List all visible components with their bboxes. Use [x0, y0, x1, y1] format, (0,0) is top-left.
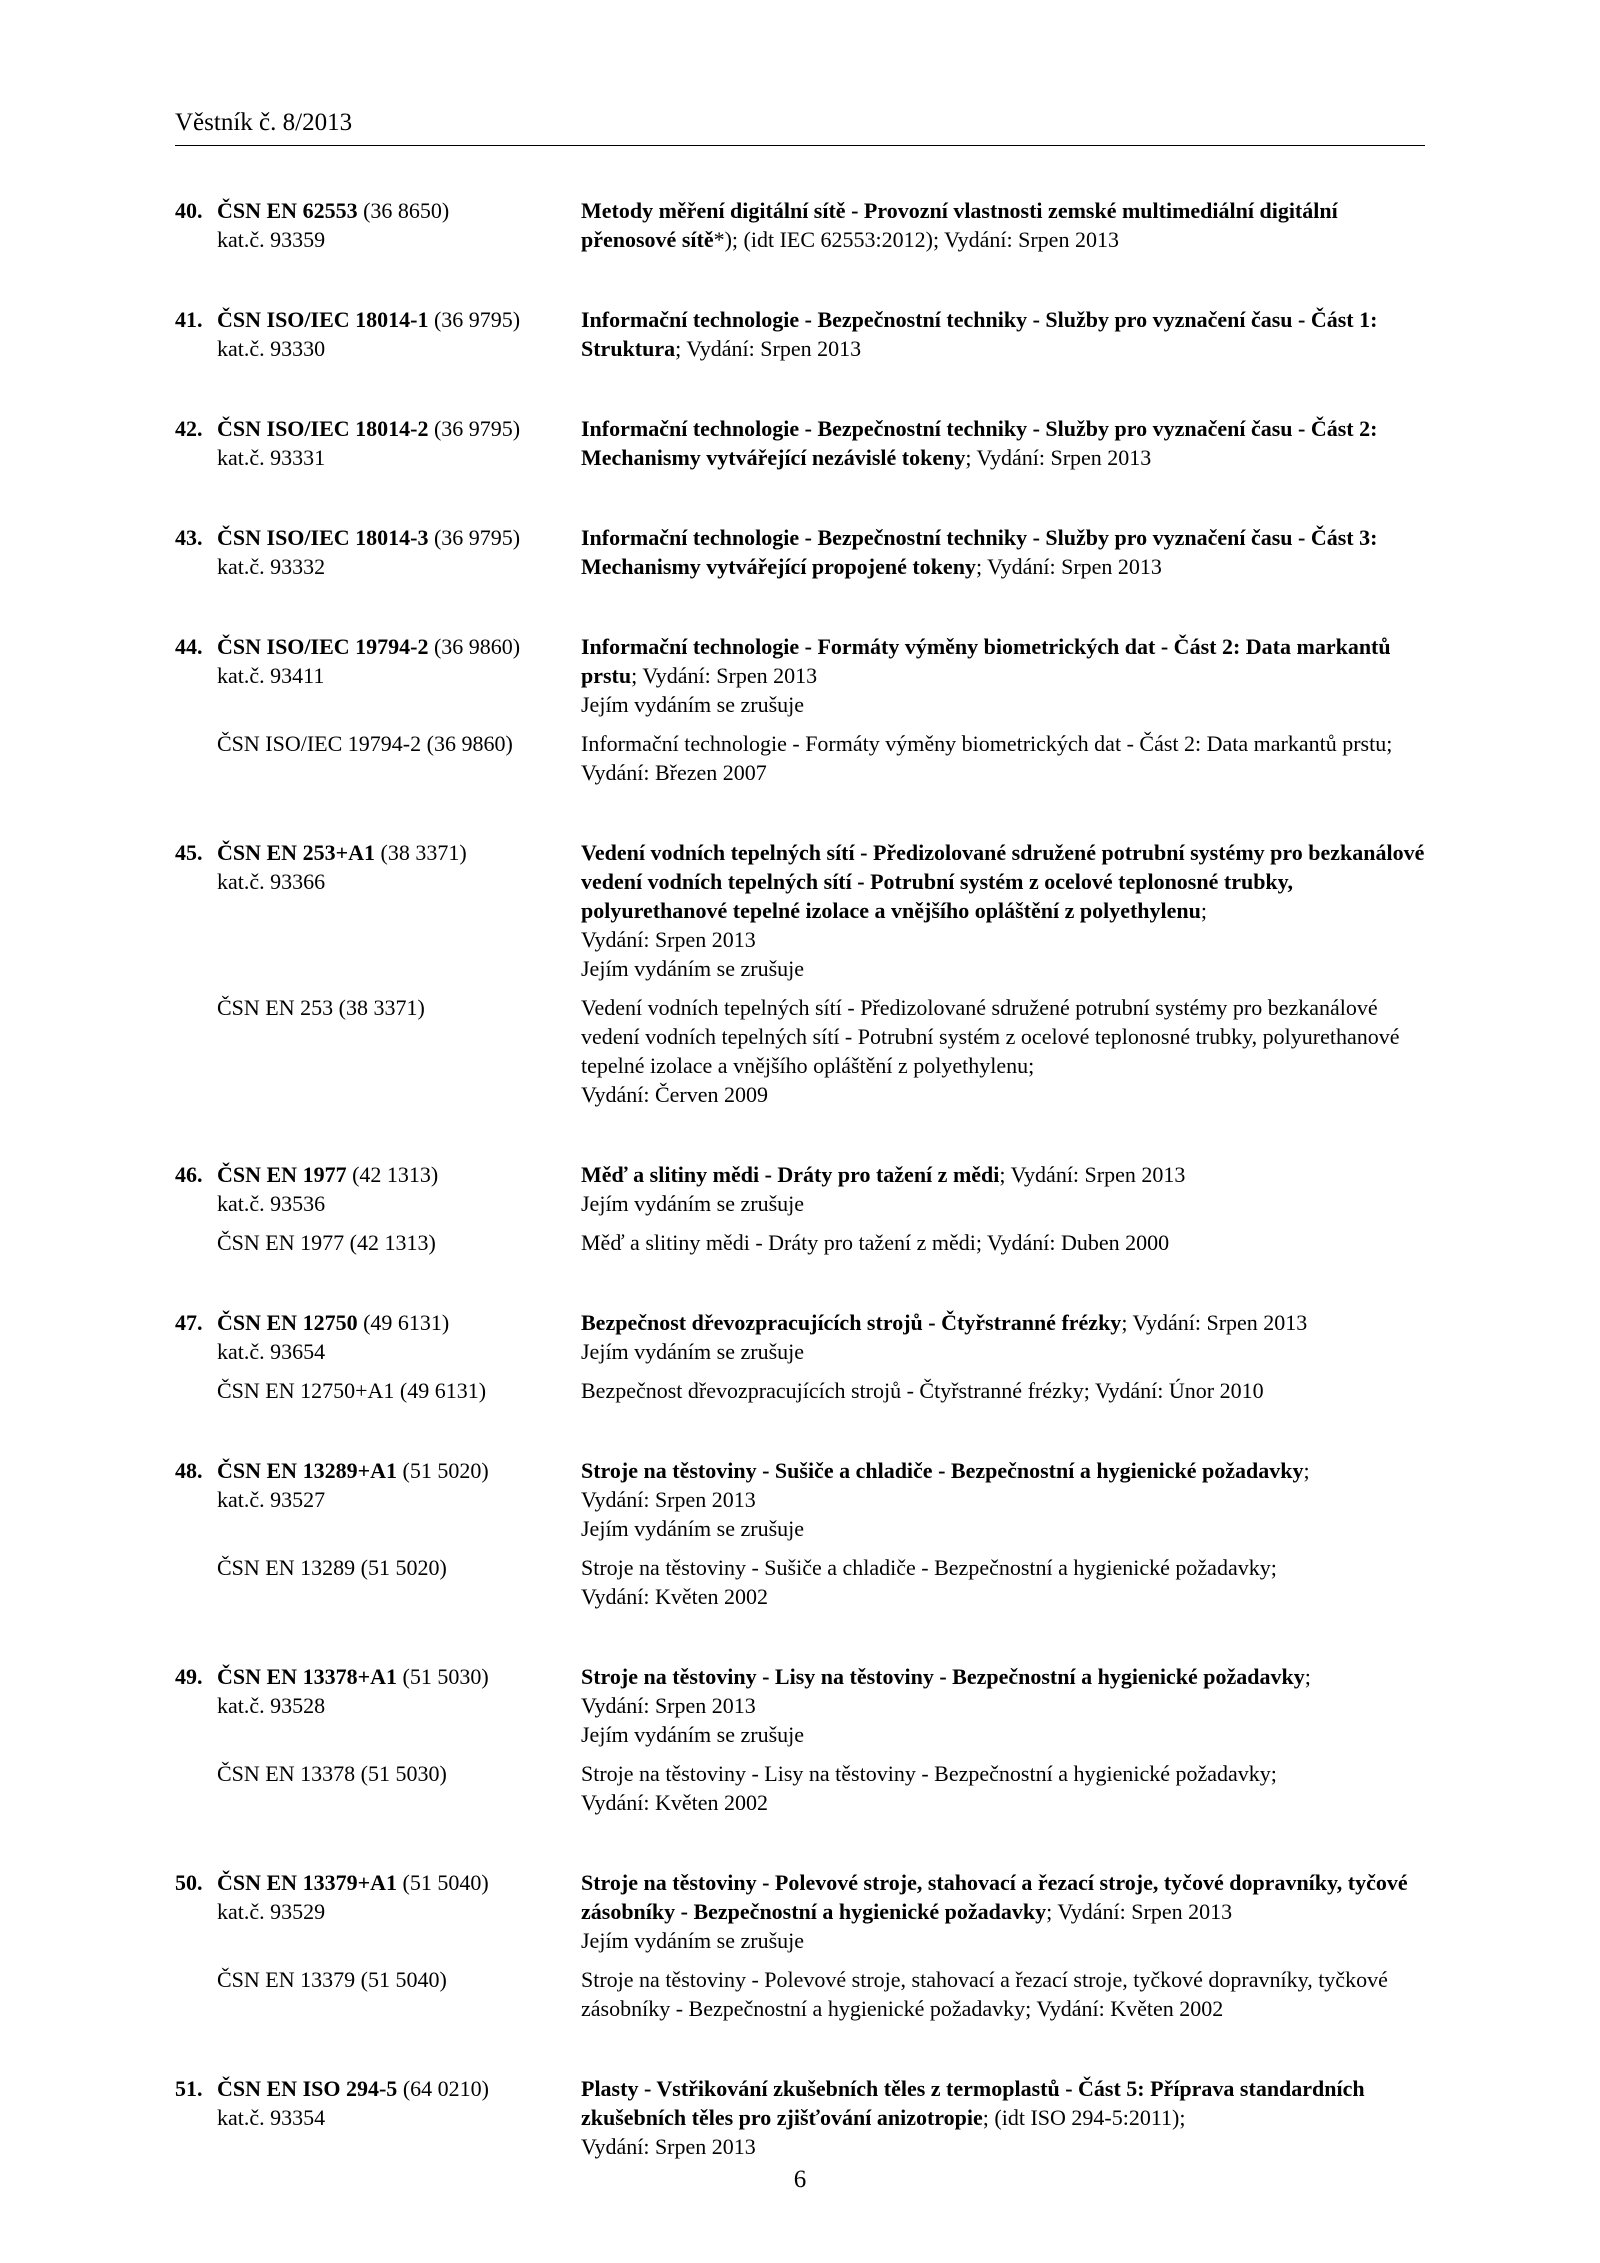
list-item [175, 1662, 1425, 1817]
standard-title: Plasty - Vstřikování zkušebních těles z termoplastů - Část 5: Příprava standardních zkušebních těles pro zjišťování anizotropie; (idt ISO 294-5:2011); Vydání: Srpen 2013 [581, 2074, 1425, 2161]
replaced-title: Vedení vodních tepelných sítí - Předizolované sdružené potrubní systémy pro bezkanálové vedení vodních tepelných sítí - Potrubní systém z ocelové teplonosné trubky, polyurethanové tepelné izolace a vnějšího opláštění z polyethylenu; Vydání: Červen 2009 [581, 993, 1425, 1109]
list-item [175, 838, 1425, 1109]
list-item [175, 1868, 1425, 2023]
standard-title: Bezpečnost dřevozpracujících strojů - Čtyřstranné frézky; Vydání: Srpen 2013 Jejím vydáním se zrušuje [581, 1308, 1425, 1366]
cancel-note: Jejím vydáním se zrušuje [581, 1928, 805, 1953]
standard-designation: 45. ČSN EN 253+A1 (38 3371) kat.č. 93366 [175, 838, 581, 983]
replaced-standard: ČSN EN 1977 (42 1313) [217, 1230, 436, 1255]
list-item [175, 1160, 1425, 1257]
standard-designation: 42. ČSN ISO/IEC 18014-2 (36 9795) kat.č. 93331 [175, 414, 581, 472]
edition: Vydání: Srpen 2013 [581, 927, 756, 952]
catalog-number: kat.č. 93359 [217, 227, 326, 252]
standard-title: Stroje na těstoviny - Lisy na těstoviny - Bezpečnostní a hygienické požadavky; Vydání: Srpen 2013 Jejím vydáním se zrušuje [581, 1662, 1425, 1749]
list-item [175, 1456, 1425, 1611]
standard-designation: 50. ČSN EN 13379+A1 (51 5040) kat.č. 93529 [175, 1868, 581, 1955]
standard-designation: 40. ČSN EN 62553 (36 8650) kat.č. 93359 [175, 196, 581, 254]
edition: Vydání: Srpen 2013 [581, 2134, 756, 2159]
standard-title: Informační technologie - Bezpečnostní techniky - Služby pro vyznačení času - Část 3: Mechanismy vytvářející propojené tokeny; Vydání: Srpen 2013 [581, 525, 1378, 579]
replaced-title: Měď a slitiny mědi - Dráty pro tažení z mědi; Vydání: Duben 2000 [581, 1230, 1170, 1255]
catalog-number: kat.č. 93536 [217, 1191, 326, 1216]
replaced-title: Bezpečnost dřevozpracujících strojů - Čtyřstranné frézky; Vydání: Únor 2010 [581, 1378, 1264, 1403]
replaced-standard: ČSN EN 13289 (51 5020) [217, 1555, 447, 1580]
standard-title: Informační technologie - Formáty výměny biometrických dat - Část 2: Data markantů prstu; Vydání: Srpen 2013 Jejím vydáním se zrušuje [581, 632, 1425, 719]
standard-title: Informační technologie - Bezpečnostní techniky - Služby pro vyznačení času - Část 1: Struktura; Vydání: Srpen 2013 [581, 307, 1378, 361]
replaced-standard: ČSN ISO/IEC 19794-2 (36 9860) [217, 731, 513, 756]
catalog-number: kat.č. 93332 [217, 554, 326, 579]
edition: Vydání: Srpen 2013 [581, 1693, 756, 1718]
list-item [175, 1308, 1425, 1405]
catalog-number: kat.č. 93330 [217, 336, 326, 361]
page-number: 6 [793, 2166, 807, 2193]
catalog-number: kat.č. 93527 [217, 1487, 326, 1512]
standard-designation: 41. ČSN ISO/IEC 18014-1 (36 9795) kat.č. 93330 [175, 305, 581, 363]
standards-list [175, 196, 1425, 2212]
cancel-note: Jejím vydáním se zrušuje [581, 692, 805, 717]
cancel-note: Jejím vydáním se zrušuje [581, 1722, 805, 1747]
catalog-number: kat.č. 93354 [217, 2105, 326, 2130]
cancel-note: Jejím vydáním se zrušuje [581, 956, 805, 981]
catalog-number: kat.č. 93411 [217, 663, 325, 688]
catalog-number: kat.č. 93528 [217, 1693, 326, 1718]
catalog-number: kat.č. 93366 [217, 869, 326, 894]
list-item [175, 305, 1425, 363]
standard-title: Metody měření digitální sítě - Provozní vlastnosti zemské multimediální digitální přenosové sítě*); (idt IEC 62553:2012); Vydání: Srpen 2013 [581, 198, 1338, 252]
replaced-title: Stroje na těstoviny - Sušiče a chladiče - Bezpečnostní a hygienické požadavky; Vydání: Květen 2002 [581, 1553, 1425, 1611]
standard-designation: 49. ČSN EN 13378+A1 (51 5030) kat.č. 93528 [175, 1662, 581, 1749]
page-header [175, 108, 1425, 146]
standard-title: Informační technologie - Bezpečnostní techniky - Služby pro vyznačení času - Část 2: Mechanismy vytvářející nezávislé tokeny; Vydání: Srpen 2013 [581, 416, 1378, 470]
catalog-number: kat.č. 93654 [217, 1339, 326, 1364]
replaced-standard: ČSN EN 13378 (51 5030) [217, 1761, 447, 1786]
standard-title: Stroje na těstoviny - Sušiče a chladiče - Bezpečnostní a hygienické požadavky; Vydání: Srpen 2013 Jejím vydáním se zrušuje [581, 1456, 1425, 1543]
list-item [175, 414, 1425, 472]
list-item [175, 2074, 1425, 2161]
list-item [175, 523, 1425, 581]
standard-title: Měď a slitiny mědi - Dráty pro tažení z mědi; Vydání: Srpen 2013 Jejím vydáním se zrušuje [581, 1160, 1425, 1218]
replaced-standard: ČSN EN 12750+A1 (49 6131) [217, 1378, 487, 1403]
replaced-standard: ČSN EN 13379 (51 5040) [217, 1967, 447, 1992]
list-item [175, 632, 1425, 787]
replaced-title: Stroje na těstoviny - Polevové stroje, stahovací a řezací stroje, tyčkové dopravníky, tyčkové zásobníky - Bezpečnostní a hygienické požadavky; Vydání: Květen 2002 [581, 1967, 1388, 2021]
standard-designation: 43. ČSN ISO/IEC 18014-3 (36 9795) kat.č. 93332 [175, 523, 581, 581]
cancel-note: Jejím vydáním se zrušuje [581, 1191, 805, 1216]
standard-designation: 51. ČSN EN ISO 294-5 (64 0210) kat.č. 93354 [175, 2074, 581, 2161]
standard-designation: 46. ČSN EN 1977 (42 1313) kat.č. 93536 [175, 1160, 581, 1218]
cancel-note: Jejím vydáním se zrušuje [581, 1339, 805, 1364]
catalog-number: kat.č. 93331 [217, 445, 326, 470]
replaced-edition: Vydání: Květen 2002 [581, 1790, 768, 1815]
cancel-note: Jejím vydáním se zrušuje [581, 1516, 805, 1541]
standard-title: Vedení vodních tepelných sítí - Předizolované sdružené potrubní systémy pro bezkanálové vedení vodních tepelných sítí - Potrubní systém z ocelové teplonosné trubky, polyurethanové tepelné izolace a vnějšího opláštění z polyethylenu; Vydání: Srpen 2013 Jejím vydáním se zrušuje [581, 840, 1425, 981]
replaced-edition: Vydání: Červen 2009 [581, 1082, 768, 1107]
replaced-edition: Vydání: Květen 2002 [581, 1584, 768, 1609]
standard-designation: 48. ČSN EN 13289+A1 (51 5020) kat.č. 93527 [175, 1456, 581, 1543]
journal-title: Věstník č. 8/2013 [175, 109, 353, 136]
catalog-number: kat.č. 93529 [217, 1899, 326, 1924]
standard-designation: 44. ČSN ISO/IEC 19794-2 (36 9860) kat.č. 93411 [175, 632, 581, 719]
replaced-title: Stroje na těstoviny - Lisy na těstoviny - Bezpečnostní a hygienické požadavky; Vydání: Květen 2002 [581, 1759, 1425, 1817]
edition: Vydání: Srpen 2013 [581, 1487, 756, 1512]
list-item [175, 196, 1425, 254]
replaced-title: Informační technologie - Formáty výměny biometrických dat - Část 2: Data markantů prstu; Vydání: Březen 2007 [581, 731, 1393, 785]
standard-title: Stroje na těstoviny - Polevové stroje, stahovací a řezací stroje, tyčové dopravníky, tyčové zásobníky - Bezpečnostní a hygienické požadavky; Vydání: Srpen 2013 Jejím vydáním se zrušuje [581, 1868, 1425, 1955]
standard-designation: 47. ČSN EN 12750 (49 6131) kat.č. 93654 [175, 1308, 581, 1366]
replaced-standard: ČSN EN 253 (38 3371) [217, 995, 425, 1020]
